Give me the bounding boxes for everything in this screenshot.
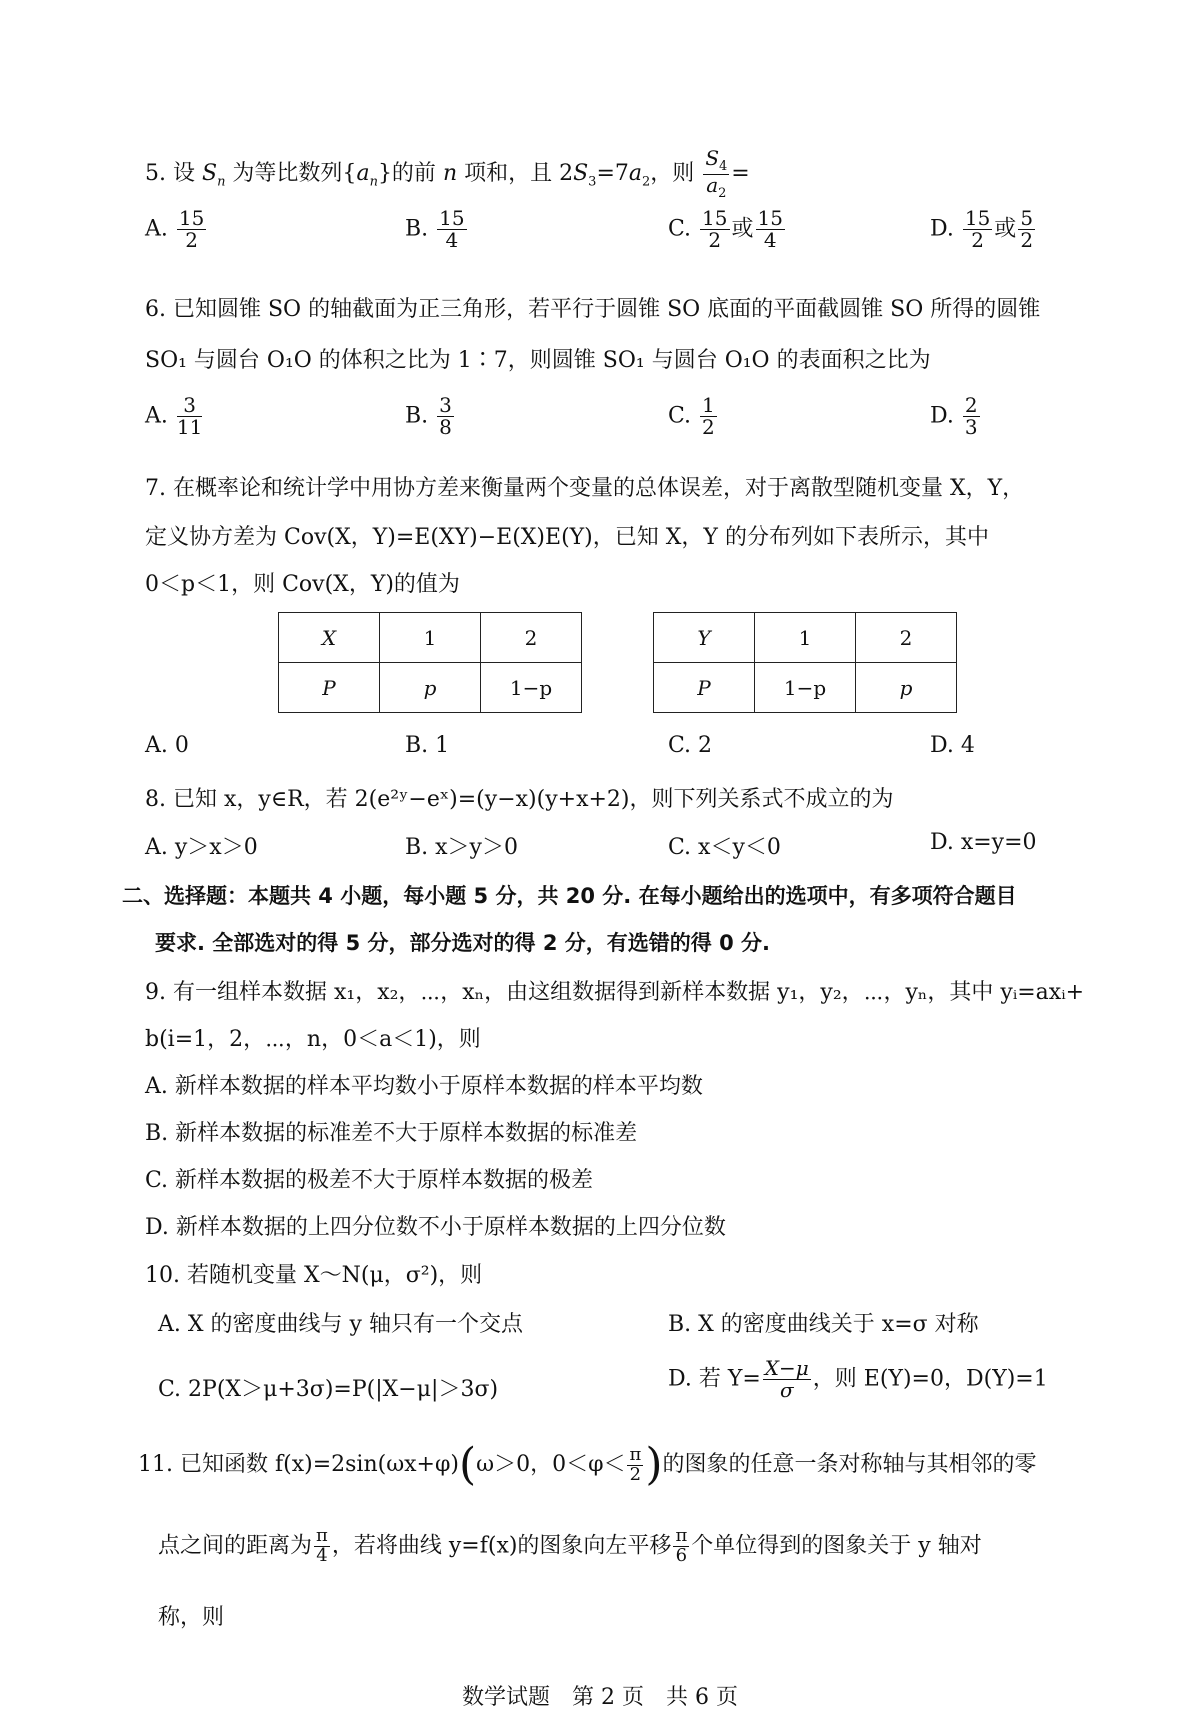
q6-option-d[interactable]: D. $\frac{2}{3}$ bbox=[930, 393, 978, 439]
q7-option-c[interactable]: C. 2 bbox=[668, 733, 713, 758]
q11-stem-line-1: 11. 已知函数 f(x)=2sin(ωx+φ)(ω＞0，0＜φ＜ $\frac{\pi}{2}$ )的图象的任意一条对称轴与其相邻的零 bbox=[138, 1439, 1037, 1490]
q6-option-b[interactable]: B. $\frac{3}{8}$ bbox=[405, 393, 452, 439]
section-2-header-line-2: 要求. 全部选对的得 5 分，部分选对的得 2 分，有选错的得 0 分. bbox=[155, 931, 770, 955]
q6-option-c[interactable]: C. $\frac{1}{2}$ bbox=[668, 393, 715, 439]
q10-option-d[interactable]: D. 若 Y= $\frac{X-\mu}{\sigma}$ ，则 E(Y)=0，D(Y)=1 bbox=[668, 1356, 1048, 1402]
q5-option-c[interactable]: C. $\frac{15}{2}$ 或 $\frac{15}{4}$ bbox=[668, 206, 783, 252]
q11-stem-line-2: 点之间的距离为 $\frac{\pi}{4}$ ，若将曲线 y=f(x)的图象向左平移 $\frac{\pi}{6}$ 个单位得到的图象关于 y 轴对 bbox=[158, 1525, 982, 1566]
q11-stem-line-3: 称，则 bbox=[158, 1605, 225, 1630]
table-row bbox=[654, 613, 957, 663]
q7-option-a[interactable]: A. 0 bbox=[145, 733, 189, 758]
q10-option-c[interactable]: C. 2P(X＞μ+3σ)=P(|X−μ|＞3σ) bbox=[158, 1377, 499, 1402]
q8-option-b[interactable]: B. x＞y＞0 bbox=[405, 835, 518, 860]
table-row bbox=[279, 663, 582, 713]
q6-stem-line-1: 6. 已知圆锥 SO 的轴截面为正三角形，若平行于圆锥 SO 底面的平面截圆锥 SO 所得的圆锥 bbox=[145, 297, 1041, 322]
page-footer: 数学试题 第 2 页 共 6 页 bbox=[462, 1685, 738, 1710]
q5-option-d[interactable]: D. $\frac{15}{2}$ 或 $\frac{5}{2}$ bbox=[930, 206, 1034, 252]
q9-option-c[interactable]: C. 新样本数据的极差不大于原样本数据的极差 bbox=[145, 1168, 594, 1193]
q10-option-b[interactable]: B. X 的密度曲线关于 x=σ 对称 bbox=[668, 1312, 979, 1337]
table-cell: 2 bbox=[481, 613, 582, 663]
distribution-table-y bbox=[653, 612, 957, 713]
table-cell: 2 bbox=[856, 613, 957, 663]
table-cell: 1 bbox=[755, 613, 856, 663]
q8-stem: 8. 已知 x，y∈R，若 2(e²ʸ−eˣ)=(y−x)(y+x+2)，则下列关系式不成立的为 bbox=[145, 787, 894, 812]
table-cell: Y bbox=[654, 613, 755, 663]
q9-stem-line-1: 9. 有一组样本数据 x₁，x₂，⋯，xₙ，由这组数据得到新样本数据 y₁，y₂，⋯，yₙ，其中 yᵢ=axᵢ+ bbox=[145, 980, 1085, 1005]
table-cell: X bbox=[279, 613, 380, 663]
q5-stem: 5. 设 $S_n$ 为等比数列$\{a_n\}$的前 n 项和，且 $2S_3=7a_2$，则 $\frac{S_4}{a_2}$ = bbox=[145, 146, 750, 201]
q10-stem: 10. 若随机变量 X～N(μ，σ²)，则 bbox=[145, 1263, 483, 1288]
q6-option-a[interactable]: A. $\frac{3}{11}$ bbox=[145, 393, 203, 439]
q7-option-d[interactable]: D. 4 bbox=[930, 733, 975, 758]
distribution-table-x bbox=[278, 612, 582, 713]
section-2-header-line-1: 二、选择题：本题共 4 小题，每小题 5 分，共 20 分. 在每小题给出的选项中，有多项符合题目 bbox=[122, 884, 1017, 908]
q5-option-a[interactable]: A. $\frac{15}{2}$ bbox=[145, 206, 205, 252]
q9-option-b[interactable]: B. 新样本数据的标准差不大于原样本数据的标准差 bbox=[145, 1121, 638, 1146]
q5-option-b[interactable]: B. $\frac{15}{4}$ bbox=[405, 206, 465, 252]
table-cell: p bbox=[380, 663, 481, 713]
table-cell: p bbox=[856, 663, 957, 713]
table-cell: P bbox=[654, 663, 755, 713]
table-cell: P bbox=[279, 663, 380, 713]
q9-stem-line-2: b(i=1，2，⋯，n，0＜a＜1)，则 bbox=[145, 1027, 481, 1052]
table-cell: 1−p bbox=[481, 663, 582, 713]
q10-option-a[interactable]: A. X 的密度曲线与 y 轴只有一个交点 bbox=[158, 1312, 523, 1337]
table-row bbox=[279, 613, 582, 663]
q6-stem-line-2: SO₁ 与圆台 O₁O 的体积之比为 1∶7，则圆锥 SO₁ 与圆台 O₁O 的表面积之比为 bbox=[145, 348, 931, 373]
table-cell: 1−p bbox=[755, 663, 856, 713]
q7-stem-line-1: 7. 在概率论和统计学中用协方差来衡量两个变量的总体误差，对于离散型随机变量 X，Y， bbox=[145, 476, 1025, 501]
q7-stem-line-3: 0＜p＜1，则 Cov(X，Y)的值为 bbox=[145, 572, 460, 597]
q9-option-a[interactable]: A. 新样本数据的样本平均数小于原样本数据的样本平均数 bbox=[145, 1074, 703, 1099]
table-row bbox=[654, 663, 957, 713]
q8-option-d[interactable]: D. x=y=0 bbox=[930, 830, 1037, 855]
q7-stem-line-2: 定义协方差为 Cov(X，Y)=E(XY)−E(X)E(Y)，已知 X，Y 的分布列如下表所示，其中 bbox=[145, 525, 989, 550]
q7-option-b[interactable]: B. 1 bbox=[405, 733, 450, 758]
q8-option-c[interactable]: C. x＜y＜0 bbox=[668, 835, 781, 860]
q9-option-d[interactable]: D. 新样本数据的上四分位数不小于原样本数据的上四分位数 bbox=[145, 1215, 726, 1240]
table-cell: 1 bbox=[380, 613, 481, 663]
q8-option-a[interactable]: A. y＞x＞0 bbox=[145, 835, 258, 860]
